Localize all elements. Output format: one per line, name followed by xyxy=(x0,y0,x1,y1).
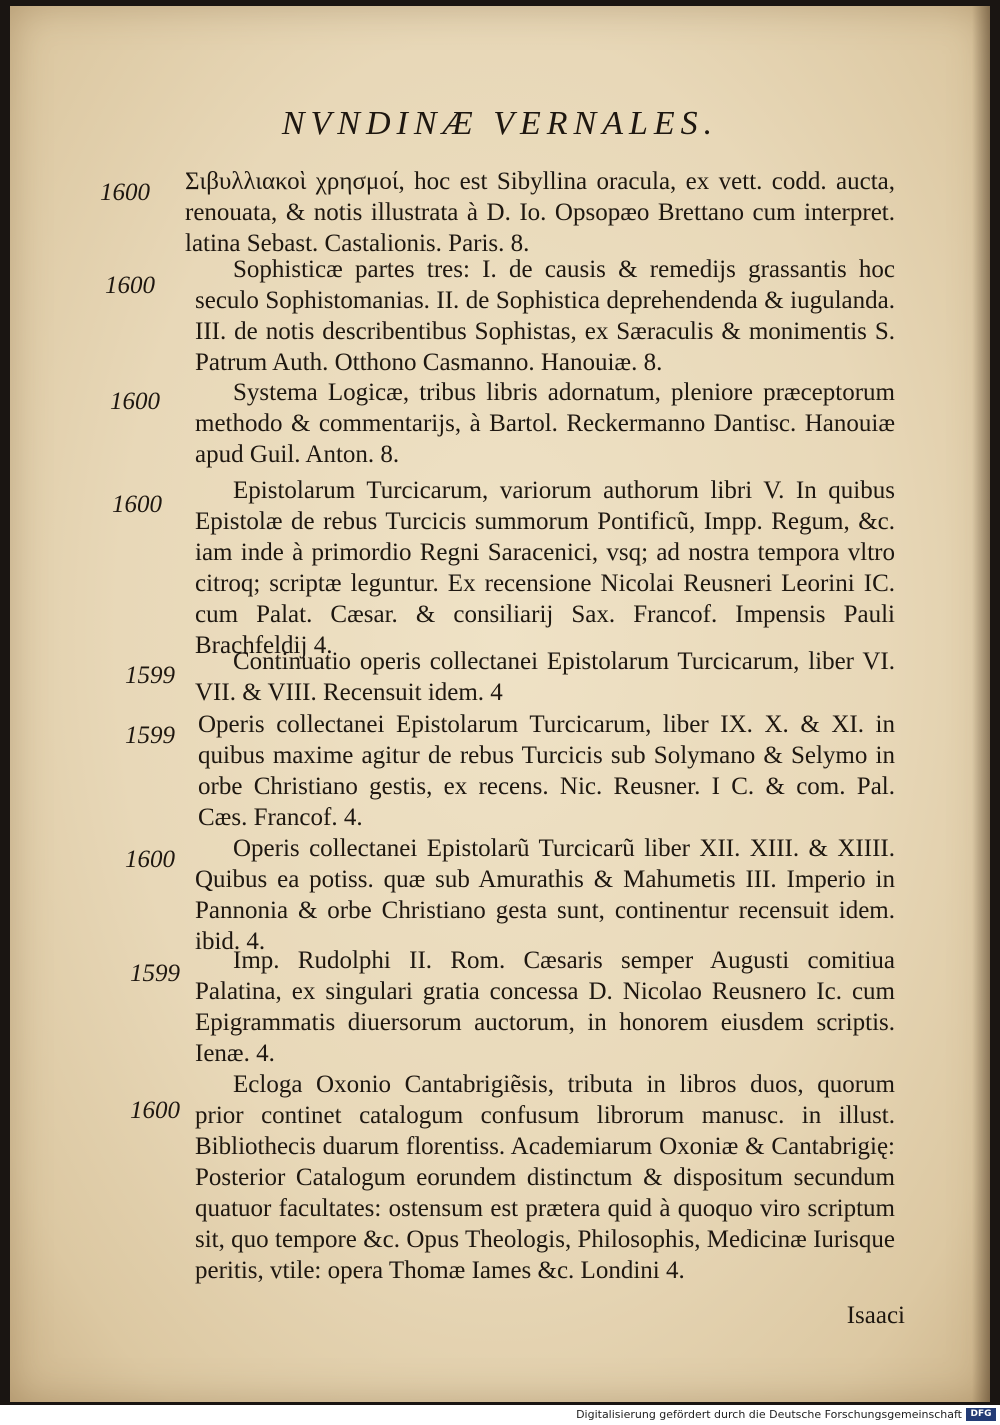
entry-year: 1599 xyxy=(125,662,175,689)
entry-text: Operis collectanei Epistolarum Turcicarum, liber IX. X. & XI. in quibus maxime agitur de rebus Turcicis sub Solymano & Selymo in orbe Christiano gestis, ex recens. Nic. Reusner. I C. & com. Pal. Cæs. Francof. 4. xyxy=(198,711,895,831)
entry-year: 1600 xyxy=(130,1097,180,1124)
entry-year: 1600 xyxy=(112,491,162,518)
dfg-logo-icon: DFG xyxy=(966,1408,996,1421)
footer-bar xyxy=(0,1405,1000,1425)
entry-text: Sophisticæ partes tres: I. de causis & remedijs grassantis hoc seculo Sophistomanias. II. de Sophistica deprehendenda & iugulanda. III. de notis describentibus Sophistas, ex Særaculis & monimentis S. Patrum Auth. Otthono Casmanno. Hanouiæ. 8. xyxy=(195,256,895,376)
footer-credit: Digitalisierung gefördert durch die Deutsche Forschungsgemeinschaft xyxy=(576,1408,962,1421)
entry-year: 1600 xyxy=(105,272,155,299)
entry-year: 1599 xyxy=(125,722,175,749)
entry-text: Σιβυλλιακοὶ χρησμοί, hoc est Sibyllina oracula, ex vett. codd. aucta, renouata, & notis illustrata à D. Io. Opsopæo Brettano cum interpret. latina Sebast. Castalionis. Paris. 8. xyxy=(185,168,895,257)
catchword: Isaaci xyxy=(846,1302,905,1329)
entry-year: 1600 xyxy=(125,846,175,873)
entry-text: Imp. Rudolphi II. Rom. Cæsaris semper Augusti comitiua Palatina, ex singulari gratia concessa D. Nicolao Reusnero Ic. cum Epigrammatis diuersorum auctorum, in honorem eiusdem scriptis. Ienæ. 4. xyxy=(195,947,895,1067)
page-header: NVNDINÆ VERNALES. xyxy=(281,105,719,142)
entry-text: Continuatio operis collectanei Epistolarum Turcicarum, liber VI. VII. & VIII. Recensuit idem. 4 xyxy=(195,648,895,706)
entry-text: Ecloga Oxonio Cantabrigiẽsis, tributa in libros duos, quorum prior continet catalogum confusum librorum manusc. in illust. Bibliothecis duarum florentiss. Academiarum Oxoniæ & Cantabrigię: Posterior Catalogum eorundem distinctum & dispositum secundum quatuor facultates: ostensum est prætera quid à quoquo viro scriptum sit, quo tempore &c. Opus Theologis, Philosophis, Medicinæ Iurisque peritis, vtile: opera Thomæ Iames &c. Londini 4. xyxy=(195,1071,895,1284)
entry-year: 1600 xyxy=(110,388,160,415)
entry-text: Operis collectanei Epistolarũ Turcicarũ liber XII. XIII. & XIIII. Quibus ea potiss. quæ sub Amurathis & Mahumetis III. Imperio in Pannonia & orbe Christiano gesta sunt, continentur recensuit idem. ibid. 4. xyxy=(195,835,895,955)
page-spine-shadow xyxy=(972,6,990,1402)
entry-year: 1600 xyxy=(100,179,150,206)
entry-text: Systema Logicæ, tribus libris adornatum, pleniore præceptorum methodo & commentarijs, à Bartol. Reckermanno Dantisc. Hanouiæ apud Guil. Anton. 8. xyxy=(195,379,895,468)
entry-year: 1599 xyxy=(130,960,180,987)
entry-text: Epistolarum Turcicarum, variorum authorum libri V. In quibus Epistolæ de rebus Turcicis summorum Pontificũ, Impp. Regum, &c. iam inde à primordio Regni Saracenici, vsq; ad nostra tempora vltro citroq; scriptæ leguntur. Ex recensione Nicolai Reusneri Leorini IC. cum Palat. Cæsar. & consiliarij Sax. Francof. Impensis Pauli Brachfeldij 4. xyxy=(195,477,895,659)
